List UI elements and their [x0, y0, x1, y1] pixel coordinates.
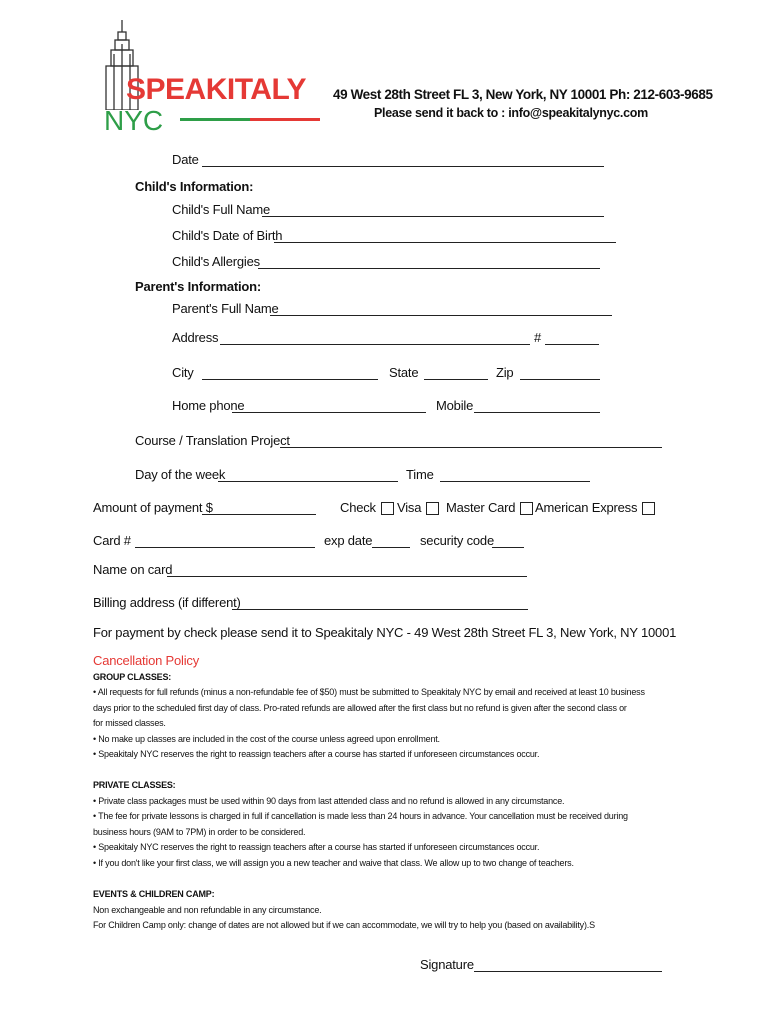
card-number-field[interactable] [135, 547, 315, 548]
time-label: Time [406, 467, 434, 482]
events-policy-1: Non exchangeable and non refundable in any circumstance. [93, 905, 322, 915]
date-field[interactable] [202, 166, 604, 167]
zip-field[interactable] [520, 379, 600, 380]
group-policy-2: • No make up classes are included in the cost of the course unless agreed upon enrollment. [93, 734, 440, 744]
parent-name-label: Parent's Full Name [172, 301, 279, 316]
city-field[interactable] [202, 379, 378, 380]
group-policy-1b: days prior to the scheduled first day of class. Pro-rated refunds are allowed after the first class but no refund is given after the second class or [93, 703, 627, 713]
mobile-field[interactable] [474, 412, 600, 413]
state-field[interactable] [424, 379, 488, 380]
amex-label: American Express [535, 500, 638, 515]
time-field[interactable] [440, 481, 590, 482]
child-allergies-field[interactable] [258, 268, 600, 269]
logo-word-nyc: NYC [104, 105, 164, 136]
events-camp-heading: EVENTS & CHILDREN CAMP: [93, 889, 215, 899]
private-policy-2a: • The fee for private lessons is charged in full if cancellation is made less than 24 hours in advance. Your cancellation must be received during [93, 811, 628, 821]
visa-checkbox[interactable] [426, 502, 439, 515]
private-policy-4: • If you don't like your first class, we will assign you a new teacher and waive that class. We allow up to two change of teachers. [93, 858, 574, 868]
security-code-label: security code [420, 533, 494, 548]
zip-label: Zip [496, 365, 514, 380]
city-label: City [172, 365, 194, 380]
state-label: State [389, 365, 419, 380]
visa-option [397, 500, 439, 515]
day-label: Day of the week [135, 467, 226, 482]
parent-section-heading: Parent's Information: [135, 279, 262, 294]
child-dob-label: Child's Date of Birth [172, 228, 283, 243]
payment-amount-label: Amount of payment $ [93, 500, 213, 515]
mastercard-option [446, 500, 533, 515]
address-label: Address [172, 330, 219, 345]
logo [96, 20, 336, 135]
group-policy-3: • Speakitaly NYC reserves the right to reassign teachers after a course has started if unforeseen circumstances occur. [93, 749, 540, 759]
signature-field[interactable] [474, 971, 662, 972]
check-label: Check [340, 500, 376, 515]
amex-option [535, 500, 655, 515]
course-label: Course / Translation Project [135, 433, 290, 448]
amex-checkbox[interactable] [642, 502, 655, 515]
check-payment-note: For payment by check please send it to Speakitaly NYC - 49 West 28th Street FL 3, New York, NY 10001 [93, 625, 677, 640]
child-name-field[interactable] [262, 216, 604, 217]
group-classes-heading: GROUP CLASSES: [93, 672, 172, 682]
mastercard-label: Master Card [446, 500, 516, 515]
date-label: Date [172, 152, 199, 167]
parent-name-field[interactable] [270, 315, 612, 316]
visa-label: Visa [397, 500, 422, 515]
private-policy-3: • Speakitaly NYC reserves the right to reassign teachers after a course has started if unforeseen circumstances occur. [93, 842, 540, 852]
name-on-card-field[interactable] [167, 576, 527, 577]
logo-green-rule [180, 118, 250, 121]
address-number-field[interactable] [545, 344, 599, 345]
group-policy-1a: • All requests for full refunds (minus a non-refundable fee of $50) must be submitted to Speakitaly NYC by email and received at least 10 business [93, 687, 645, 697]
name-on-card-label: Name on card [93, 562, 173, 577]
group-policy-1c: for missed classes. [93, 718, 166, 728]
child-dob-field[interactable] [274, 242, 616, 243]
exp-date-field[interactable] [372, 547, 410, 548]
child-section-heading: Child's Information: [135, 179, 254, 194]
check-checkbox[interactable] [381, 502, 394, 515]
mastercard-checkbox[interactable] [520, 502, 533, 515]
private-policy-2b: business hours (9AM to 7PM) in order to be considered. [93, 827, 306, 837]
card-number-label: Card # [93, 533, 131, 548]
events-policy-2: For Children Camp only: change of dates are not allowed but if we can accommodate, we will try to help you (based on availability).S [93, 920, 595, 930]
header-send-back: Please send it back to : info@speakitalynyc.com [374, 106, 648, 120]
payment-amount-field[interactable] [202, 514, 316, 515]
address-field[interactable] [220, 344, 530, 345]
private-classes-heading: PRIVATE CLASSES: [93, 780, 176, 790]
home-phone-field[interactable] [232, 412, 426, 413]
home-phone-label: Home phone [172, 398, 245, 413]
course-field[interactable] [280, 447, 662, 448]
cancellation-policy-heading: Cancellation Policy [93, 653, 200, 668]
exp-date-label: exp date [324, 533, 373, 548]
day-field[interactable] [218, 481, 398, 482]
check-option [340, 500, 394, 515]
logo-word-speakitaly: SPEAKITALY [126, 73, 307, 106]
security-code-field[interactable] [492, 547, 524, 548]
child-allergies-label: Child's Allergies [172, 254, 260, 269]
mobile-label: Mobile [436, 398, 474, 413]
child-name-label: Child's Full Name [172, 202, 271, 217]
private-policy-1: • Private class packages must be used within 90 days from last attended class and no refund is allowed in any circumstance. [93, 796, 565, 806]
address-number-label: # [534, 330, 542, 345]
header-address: 49 West 28th Street FL 3, New York, NY 10001 Ph: 212-603-9685 [333, 87, 713, 102]
signature-label: Signature [420, 957, 474, 972]
logo-red-rule [250, 118, 320, 121]
billing-address-label: Billing address (if different) [93, 595, 241, 610]
billing-address-field[interactable] [232, 609, 528, 610]
